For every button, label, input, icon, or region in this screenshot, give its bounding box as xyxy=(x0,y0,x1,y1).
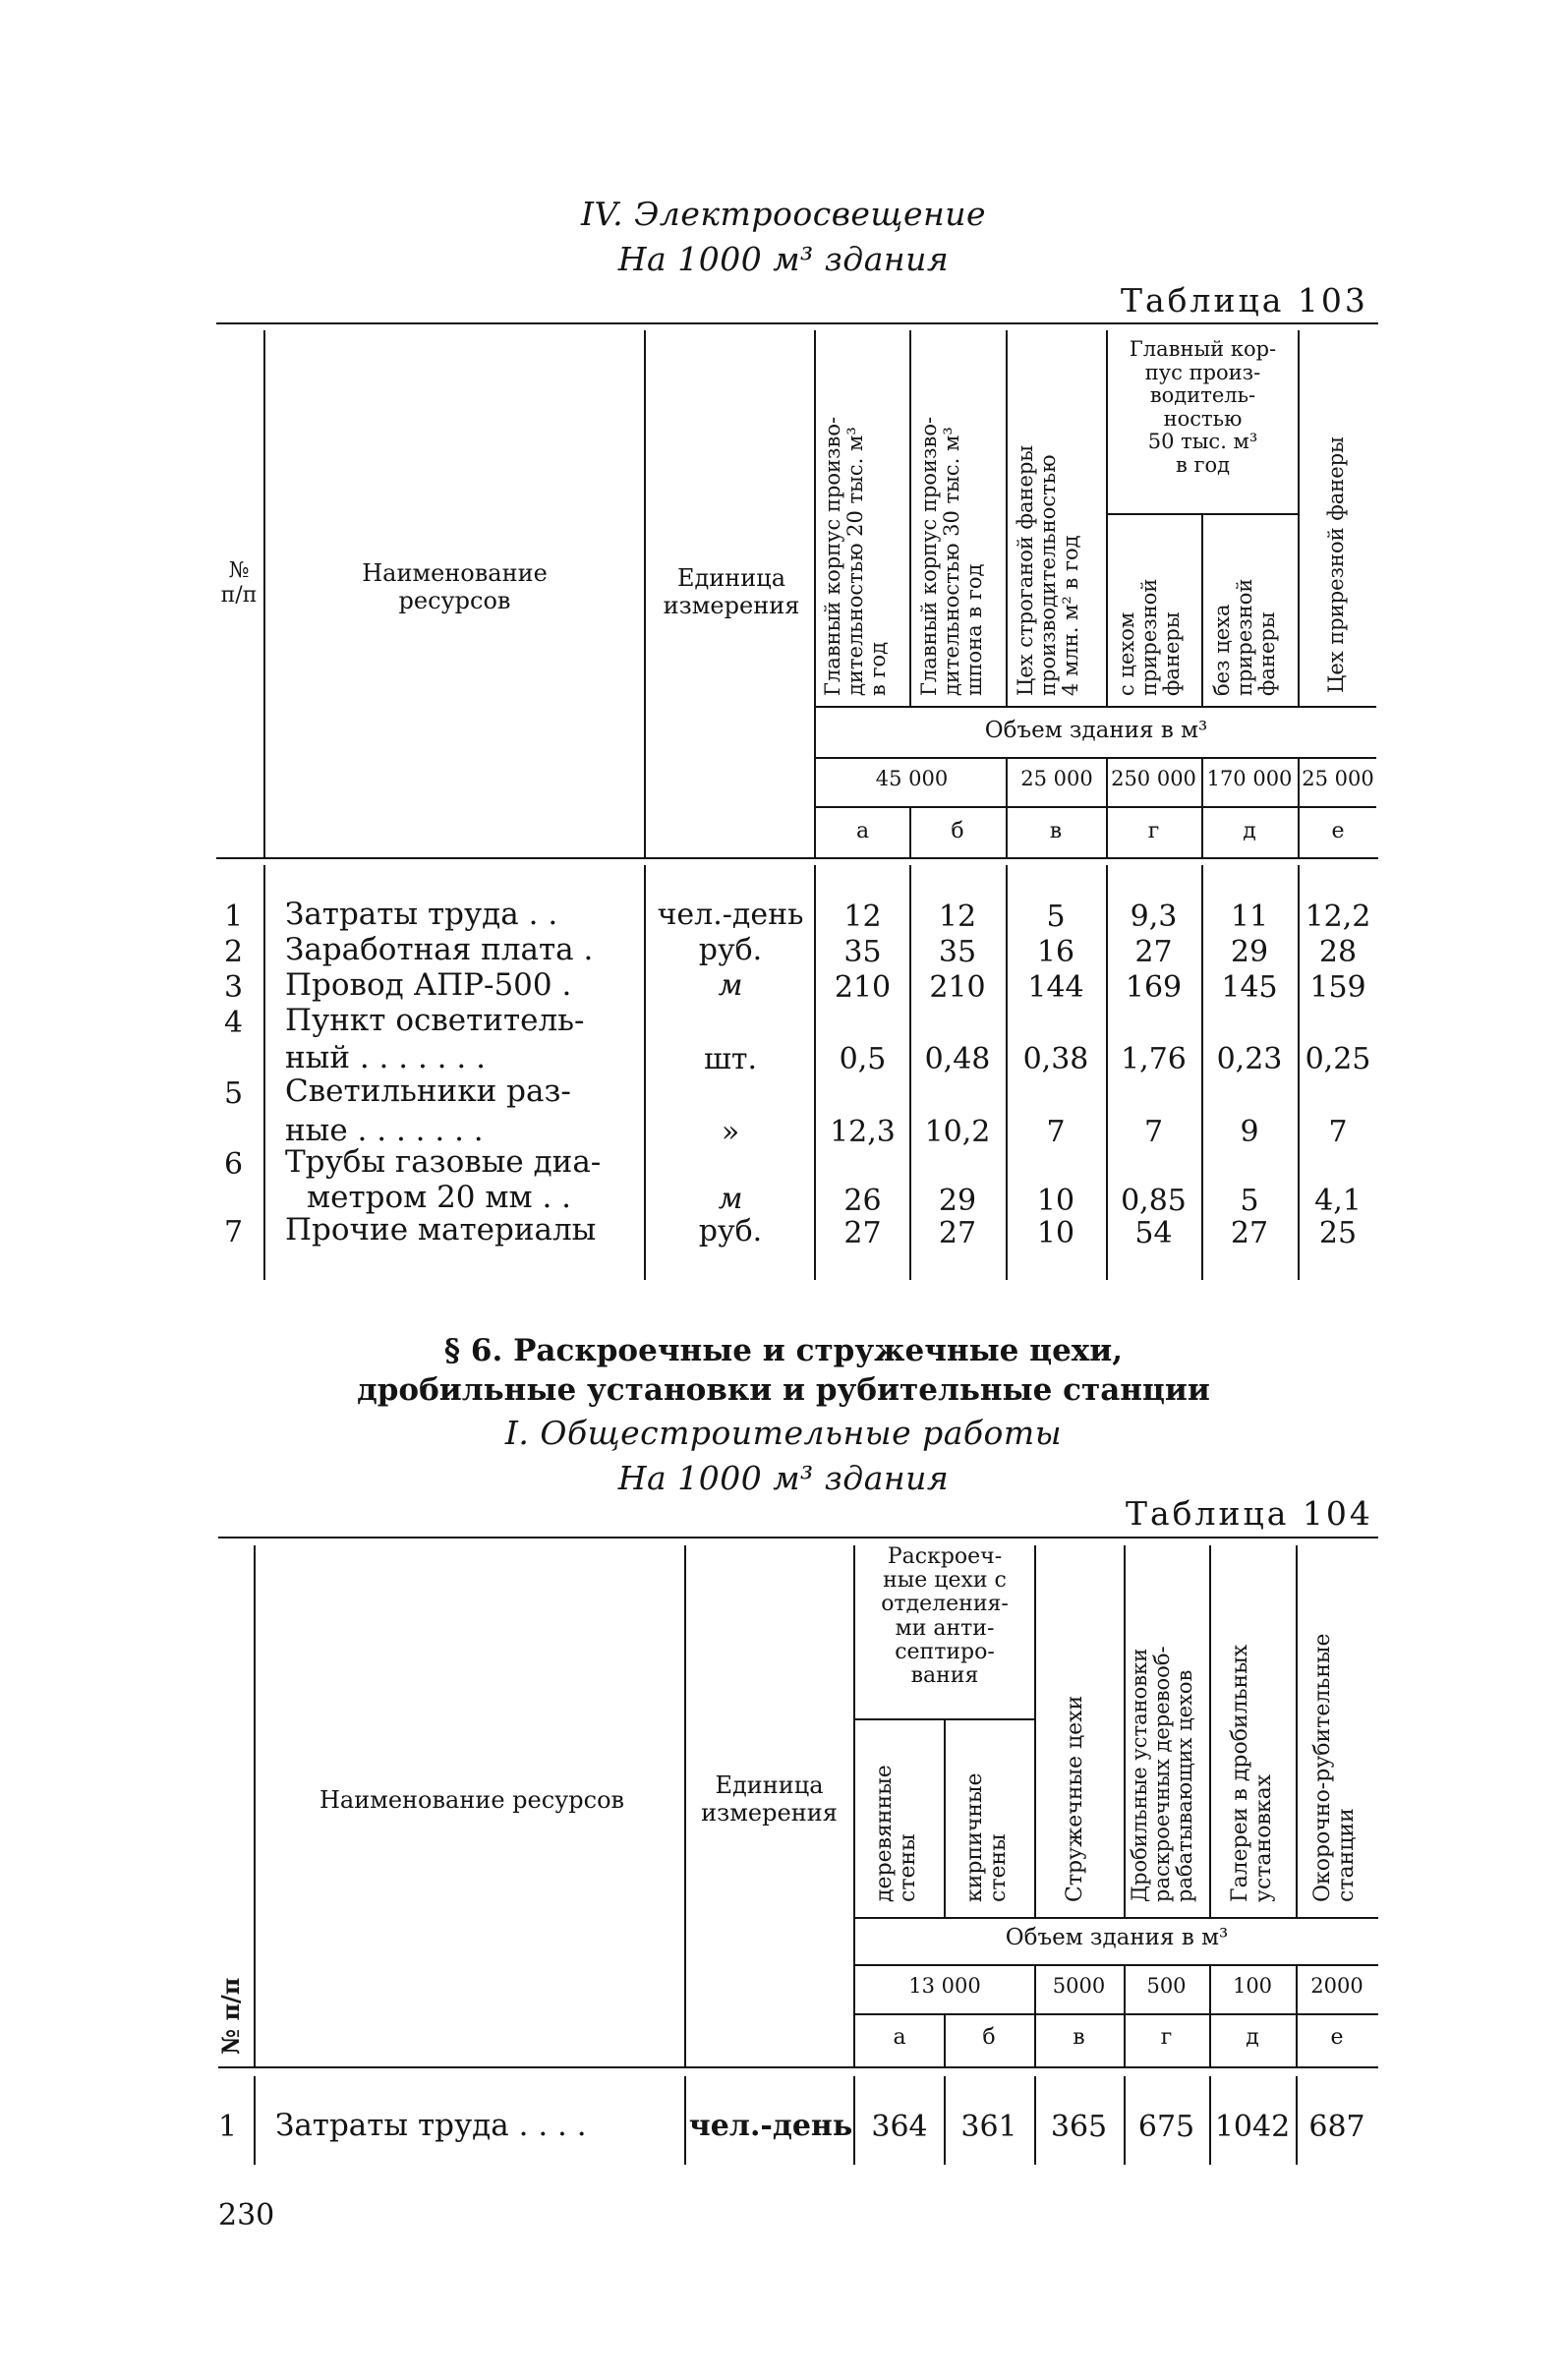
row-unit: руб. xyxy=(698,1214,763,1248)
row-value: 9 xyxy=(1240,1115,1259,1149)
row-value: 9,3 xyxy=(1130,900,1178,934)
row-value: 0,25 xyxy=(1305,1042,1371,1076)
header-unit: Единица измерения xyxy=(663,564,800,619)
row-value: 0,48 xyxy=(924,1042,991,1076)
header-col-v: Стружечные цехи xyxy=(1063,1695,1087,1902)
header-letter-v: в xyxy=(1073,2025,1085,2050)
row-value: 159 xyxy=(1309,970,1366,1005)
header-name: Наименование ресурсов xyxy=(362,559,548,614)
row-name: Провод АПР-500 . xyxy=(285,967,572,1003)
header-letter-d: д xyxy=(1243,819,1256,843)
row-value: 210 xyxy=(929,970,986,1005)
header-vol-d: 170 000 xyxy=(1206,767,1293,790)
row-num: 5 xyxy=(224,1076,244,1111)
header-col-a: Главный корпус произво- дительностью 20 тыс. м³ в год xyxy=(821,416,891,696)
header-letter-e: е xyxy=(1331,819,1345,843)
header-letter-e: е xyxy=(1330,2025,1344,2050)
row-value: 25 xyxy=(1318,1216,1358,1250)
header-col-a: деревянные стены xyxy=(872,1765,921,1902)
header-col-e: Цех прирезной фанеры xyxy=(1324,436,1348,693)
row-value: 29 xyxy=(938,1184,977,1218)
row-name: Прочие материалы xyxy=(285,1212,597,1248)
row-value: 10 xyxy=(1036,1216,1075,1250)
row-value: 10,2 xyxy=(924,1115,991,1149)
row-name: Трубы газовые диа- xyxy=(285,1144,602,1180)
row-value: 0,38 xyxy=(1022,1042,1089,1076)
header-unit: Единица измерения xyxy=(701,1771,838,1827)
row-unit: руб. xyxy=(698,933,763,967)
section-iv-subheading: На 1000 м³ здания xyxy=(617,240,950,278)
header-letter-b: б xyxy=(951,819,964,843)
row-value: 12,2 xyxy=(1305,900,1371,934)
row-value: 4,1 xyxy=(1314,1184,1362,1218)
header-letter-d: д xyxy=(1246,2025,1259,2050)
table-103-label: Таблица 103 xyxy=(1121,281,1368,319)
header-col-d: Галереи в дробильных установках xyxy=(1228,1644,1277,1902)
header-letter-g: г xyxy=(1160,2025,1173,2050)
row-num: 2 xyxy=(224,935,244,969)
header-col-d: без цеха прирезной фанеры xyxy=(1210,578,1280,696)
row-name: Заработная плата . xyxy=(285,932,594,967)
section-6-heading-2: дробильные установки и рубительные станции xyxy=(357,1372,1210,1408)
header-vol-ab: 13 000 xyxy=(908,1974,981,1998)
row-value: 365 xyxy=(1050,2110,1108,2144)
header-letter-a: а xyxy=(855,819,870,843)
table-104-label: Таблица 104 xyxy=(1126,1494,1373,1533)
header-vol-d: 100 xyxy=(1232,1974,1273,1998)
row-num: 3 xyxy=(224,970,244,1005)
row-value: 27 xyxy=(1134,935,1173,969)
row-unit: м xyxy=(718,1182,743,1216)
row-value: 5 xyxy=(1046,900,1066,934)
header-vol-g: 250 000 xyxy=(1111,767,1196,790)
section-6-subheading-2: На 1000 м³ здания xyxy=(617,1459,950,1497)
header-letter-g: г xyxy=(1147,819,1160,843)
row-value: 12 xyxy=(938,900,977,934)
row-name-cont: метром 20 мм . . xyxy=(307,1180,572,1215)
header-letter-b: б xyxy=(982,2025,996,2050)
row-value: 11 xyxy=(1230,900,1269,934)
header-vol-e: 2000 xyxy=(1310,1974,1364,1998)
header-group-gd: Главный кор- пус произ- водитель- ностью 50 тыс. м³ в год xyxy=(1129,337,1277,477)
row-value: 7 xyxy=(1046,1115,1066,1149)
row-value: 12 xyxy=(843,900,882,934)
row-value: 28 xyxy=(1318,935,1358,969)
row-name: Светильники раз- xyxy=(285,1074,571,1109)
row-value: 7 xyxy=(1328,1115,1348,1149)
row-value: 361 xyxy=(960,2110,1017,2144)
row-value: 0,23 xyxy=(1216,1042,1283,1076)
row-unit: » xyxy=(721,1115,740,1149)
row-value: 145 xyxy=(1221,970,1278,1005)
row-value: 26 xyxy=(843,1184,882,1218)
section-iv-heading: IV. Электроосвещение xyxy=(580,195,987,233)
header-vol-ab: 45 000 xyxy=(875,767,949,790)
row-value: 687 xyxy=(1308,2110,1365,2144)
row-value: 169 xyxy=(1125,970,1183,1005)
row-value: 12,3 xyxy=(830,1115,896,1149)
row-name-cont: ные . . . . . . . xyxy=(285,1113,484,1148)
header-volume: Объем здания в м³ xyxy=(1005,1925,1229,1950)
page-number: 230 xyxy=(218,2198,275,2233)
header-col-v: Цех строганой фанеры производительностью 4 млн. м² в год xyxy=(1014,444,1083,696)
row-value: 27 xyxy=(938,1216,977,1250)
row-value: 364 xyxy=(871,2110,928,2144)
row-unit: чел.-день xyxy=(688,2109,853,2143)
row-num: 1 xyxy=(218,2110,238,2144)
section-6-subheading-1: I. Общестроительные работы xyxy=(504,1414,1063,1452)
row-value: 210 xyxy=(834,970,892,1005)
row-value: 27 xyxy=(843,1216,882,1250)
row-num: 1 xyxy=(224,900,244,934)
header-col-e: Окорочно-рубительные станции xyxy=(1310,1633,1360,1902)
header-name: Наименование ресурсов xyxy=(319,1786,625,1814)
row-value: 144 xyxy=(1027,970,1084,1005)
header-vol-g: 500 xyxy=(1146,1974,1187,1998)
header-col-b: кирпичные стены xyxy=(962,1772,1012,1902)
header-col-g: Дробильные установки раскроечных деревооб- рабатывающих цехов xyxy=(1128,1646,1197,1902)
row-name: Затраты труда . . xyxy=(285,897,558,932)
row-value: 0,5 xyxy=(839,1042,887,1076)
row-num: 6 xyxy=(224,1147,244,1182)
row-value: 29 xyxy=(1230,935,1269,969)
header-vol-e: 25 000 xyxy=(1302,767,1374,790)
row-num: 4 xyxy=(224,1006,244,1040)
header-vol-v: 25 000 xyxy=(1020,767,1093,790)
row-value: 1,76 xyxy=(1121,1042,1187,1076)
row-value: 10 xyxy=(1036,1184,1075,1218)
row-name: Затраты труда . . . . xyxy=(275,2108,587,2143)
row-value: 35 xyxy=(938,935,977,969)
header-num: № п/п xyxy=(220,558,258,609)
row-value: 35 xyxy=(843,935,882,969)
row-unit: шт. xyxy=(703,1042,758,1076)
row-value: 7 xyxy=(1143,1115,1164,1149)
header-group-ab: Раскроеч- ные цехи с отделения- ми анти- септиро- вания xyxy=(881,1544,1009,1688)
header-col-g: с цехом прирезной фанеры xyxy=(1115,578,1185,696)
row-name: Пункт осветитель- xyxy=(285,1003,585,1038)
row-value: 16 xyxy=(1036,935,1075,969)
row-value: 675 xyxy=(1137,2110,1195,2144)
header-letter-v: в xyxy=(1049,819,1063,843)
header-letter-a: а xyxy=(893,2025,906,2050)
row-unit: чел.-день xyxy=(657,898,804,932)
row-value: 1042 xyxy=(1214,2110,1291,2144)
header-volume: Объем здания в м³ xyxy=(984,718,1208,743)
row-value: 5 xyxy=(1240,1184,1259,1218)
row-value: 54 xyxy=(1134,1216,1173,1250)
row-name-cont: ный . . . . . . . xyxy=(285,1040,486,1075)
row-unit: м xyxy=(718,968,743,1003)
header-num: № п/п xyxy=(216,1977,245,2055)
row-value: 27 xyxy=(1230,1216,1269,1250)
header-col-b: Главный корпус произво- дительностью 30 тыс. м³ шпона в год xyxy=(917,416,987,696)
row-num: 7 xyxy=(224,1215,244,1249)
section-6-heading-1: § 6. Раскроечные и стружечные цехи, xyxy=(443,1333,1124,1368)
row-value: 0,85 xyxy=(1121,1184,1187,1218)
header-vol-v: 5000 xyxy=(1052,1974,1106,1998)
